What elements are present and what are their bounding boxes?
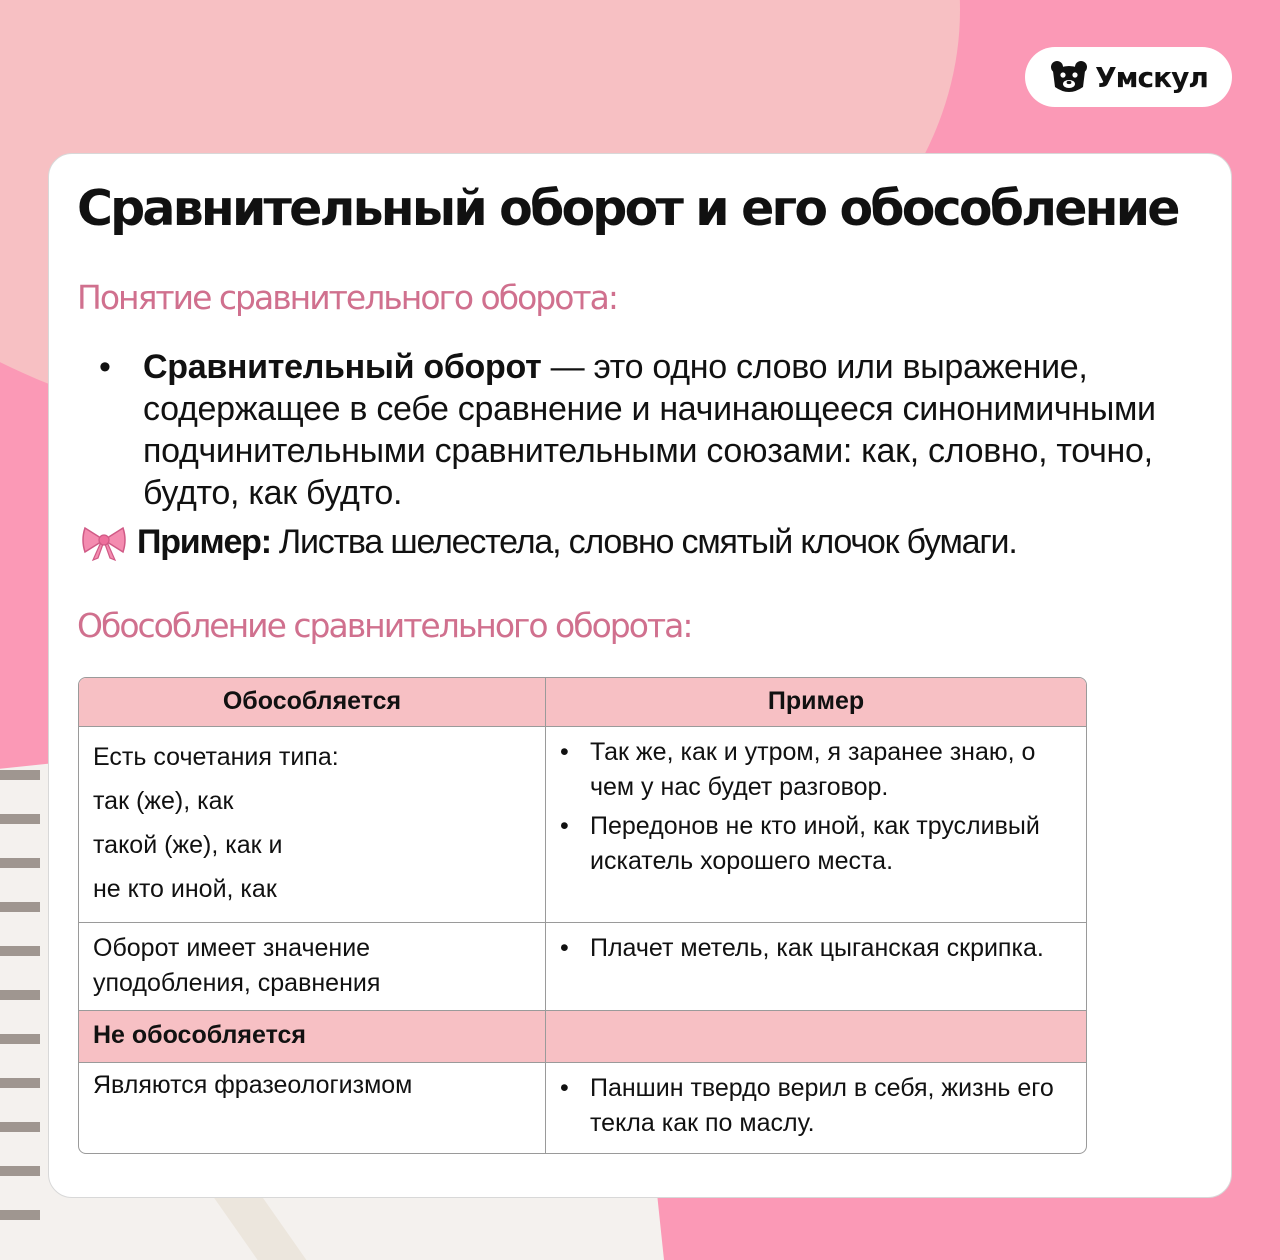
example-text: Листва шелестела, словно смятый клочок бумаги. <box>278 522 1017 561</box>
example-item: • Передонов не кто иной, как трусливый искатель хорошего места. <box>560 809 1072 879</box>
condition-line: такой (же), как и <box>93 831 283 859</box>
example-cell <box>546 923 1086 1011</box>
example-line <box>81 522 1017 562</box>
condition-line: так (же), как <box>93 787 234 815</box>
brand-name: Умскул <box>1095 60 1208 94</box>
example-cell <box>546 727 1086 923</box>
isolation-table <box>78 677 1087 1154</box>
section-title-concept: Понятие сравнительного оборота: <box>77 278 617 317</box>
section-title-isolation: Обособление сравнительного оборота: <box>77 606 692 645</box>
example-item: • Так же, как и утром, я заранее знаю, о чем у нас будет разговор. <box>560 735 1072 805</box>
column-header-isolated: Обособляется <box>79 678 546 727</box>
group-header-empty <box>546 1011 1086 1063</box>
condition-line: Есть сочетания типа: <box>93 743 339 771</box>
definition-term: Сравнительный оборот <box>143 348 542 386</box>
group-header-not-isolated: Не обособляется <box>79 1011 546 1063</box>
page-title: Сравнительный оборот и его обособление <box>77 180 1178 237</box>
bear-face-icon <box>1049 59 1089 95</box>
table-header-row <box>79 678 1086 727</box>
condition-line: не кто иной, как <box>93 875 277 903</box>
condition-cell: Являются фразеологизмом <box>79 1063 546 1153</box>
brand-logo <box>1025 47 1232 107</box>
notebook-rings <box>0 770 40 1250</box>
bow-icon <box>81 522 127 562</box>
condition-cell <box>79 727 546 923</box>
condition-cell: Оборот имеет значение уподобления, сравнения <box>79 923 546 1011</box>
definition-text: — это одно слово или выражение, содержащее в себе сравнение и начинающееся синонимичными подчинительными сравнительными союзами: как, словно, точно, будто, как будто. <box>143 348 1156 512</box>
example-item: • Паншин твердо верил в себя, жизнь его текла как по маслу. <box>560 1071 1072 1141</box>
content-card <box>48 153 1232 1198</box>
column-header-example: Пример <box>546 678 1086 727</box>
example-label: Пример: <box>137 522 271 561</box>
group-header-row <box>79 1011 1086 1063</box>
definition-bullet <box>99 346 1179 514</box>
table-row <box>79 1063 1086 1153</box>
bullet-dot: • <box>99 348 111 386</box>
table-row <box>79 923 1086 1011</box>
example-cell <box>546 1063 1086 1153</box>
table-row <box>79 727 1086 923</box>
example-item: • Плачет метель, как цыганская скрипка. <box>560 931 1072 966</box>
